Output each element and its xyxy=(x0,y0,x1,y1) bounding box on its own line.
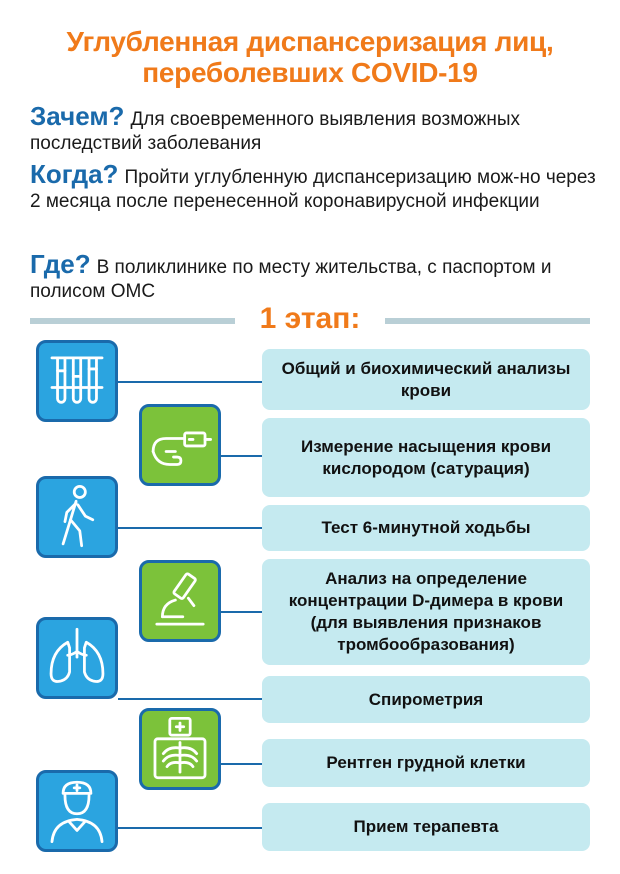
step-label: Прием терапевта xyxy=(353,817,499,836)
lungs-icon xyxy=(36,617,118,699)
page-title-line-1: Углубленная диспансеризация лиц, xyxy=(66,26,554,57)
step-d-dimer xyxy=(262,559,590,665)
doctor-icon xyxy=(36,770,118,852)
step-saturation xyxy=(262,418,590,497)
step-walk-test xyxy=(262,505,590,551)
pulse-oximeter-icon xyxy=(139,404,221,486)
step-xray xyxy=(262,739,590,787)
why-question: Зачем? xyxy=(30,101,125,131)
walking-person-icon xyxy=(36,476,118,558)
where-block xyxy=(30,249,596,304)
connector-6 xyxy=(221,763,262,765)
page-title-line-2: переболевших COVID-19 xyxy=(142,57,478,88)
when-answer: Пройти углубленную диспансеризацию мож-но через 2 месяца после перенесенной коронавирусной инфекции xyxy=(30,167,596,212)
step-label: Рентген грудной клетки xyxy=(326,753,526,772)
connector-4 xyxy=(221,611,262,613)
why-answer: Для своевременного выявления возможных последствий заболевания xyxy=(30,109,520,154)
connector-5 xyxy=(118,698,262,700)
chest-xray-icon xyxy=(139,708,221,790)
step-label: Тест 6-минутной ходьбы xyxy=(321,518,531,537)
connector-3 xyxy=(118,527,262,529)
where-answer: В поликлинике по месту жительства, с паспортом и полисом ОМС xyxy=(30,257,552,302)
connector-7 xyxy=(118,827,262,829)
stage-title: 1 этап: xyxy=(259,302,361,335)
connector-1 xyxy=(118,381,262,383)
step-label: Анализ на определение концентрации D-димера в крови (для выявления признаков тромбообразования) xyxy=(288,569,564,654)
step-label: Измерение насыщения крови кислородом (сатурация) xyxy=(300,436,552,478)
when-block xyxy=(30,159,596,214)
microscope-icon xyxy=(139,560,221,642)
when-question: Когда? xyxy=(30,159,119,189)
connector-2 xyxy=(221,455,262,457)
page-title xyxy=(0,26,620,88)
step-therapist xyxy=(262,803,590,851)
step-label: Спирометрия xyxy=(368,689,484,709)
step-spirometry xyxy=(262,676,590,723)
test-tubes-icon xyxy=(36,340,118,422)
why-block xyxy=(30,101,596,156)
step-label: Общий и биохимический анализы крови xyxy=(281,358,571,400)
where-question: Где? xyxy=(30,249,91,279)
step-blood-tests xyxy=(262,349,590,410)
